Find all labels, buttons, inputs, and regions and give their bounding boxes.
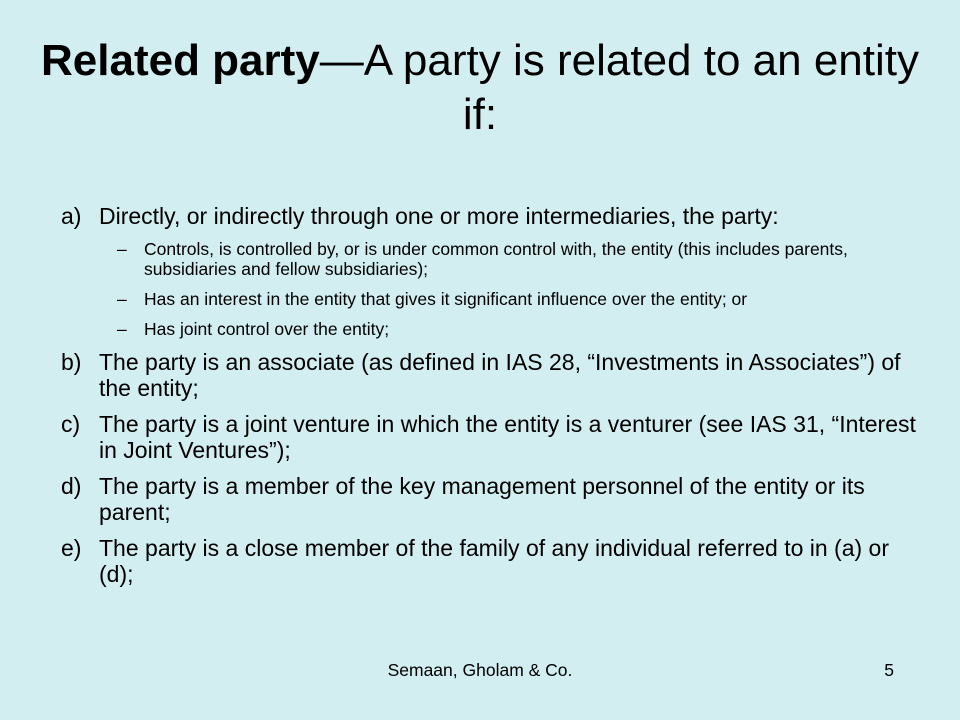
title-rest: —A party is related to an entity if: xyxy=(319,36,919,139)
item-marker: b) xyxy=(61,349,82,375)
list-item-e xyxy=(61,535,921,587)
sub-list-item xyxy=(117,289,921,309)
sub-item-text: Controls, is controlled by, or is under common control with, the entity (this includes parents, subsidiaries and fellow subsidiaries); xyxy=(144,239,848,279)
title-bold-term: Related party xyxy=(41,36,320,85)
list-item-a xyxy=(61,203,921,229)
item-marker: e) xyxy=(61,535,82,561)
footer-source: Semaan, Gholam & Co. xyxy=(387,660,573,680)
item-text: The party is a close member of the family of any individual referred to in (a) or (d); xyxy=(99,535,890,587)
item-marker: a) xyxy=(61,203,82,229)
sub-list xyxy=(117,239,921,339)
item-text: Directly, or indirectly through one or more intermediaries, the party: xyxy=(99,203,779,229)
sub-item-text: Has an interest in the entity that gives it significant influence over the entity; or xyxy=(144,289,748,309)
sub-item-dash: – xyxy=(117,239,127,259)
page-number: 5 xyxy=(884,660,894,680)
list-item-d xyxy=(61,473,921,525)
item-text: The party is an associate (as defined in IAS 28, “Investments in Associates”) of the entity; xyxy=(99,349,901,401)
list-item-b xyxy=(61,349,921,401)
list-item-c xyxy=(61,411,921,463)
sub-item-dash: – xyxy=(117,319,127,339)
sub-list-item xyxy=(117,319,921,339)
sub-item-dash: – xyxy=(117,289,127,309)
item-text: The party is a member of the key management personnel of the entity or its parent; xyxy=(99,473,865,525)
item-marker: d) xyxy=(61,473,82,499)
slide-title xyxy=(40,34,920,142)
item-text: The party is a joint venture in which the entity is a venturer (see IAS 31, “Interest in Joint Ventures”); xyxy=(99,411,916,463)
slide-content xyxy=(61,203,921,597)
item-marker: c) xyxy=(61,411,81,437)
sub-list-item xyxy=(117,239,921,279)
sub-item-text: Has joint control over the entity; xyxy=(144,319,390,339)
